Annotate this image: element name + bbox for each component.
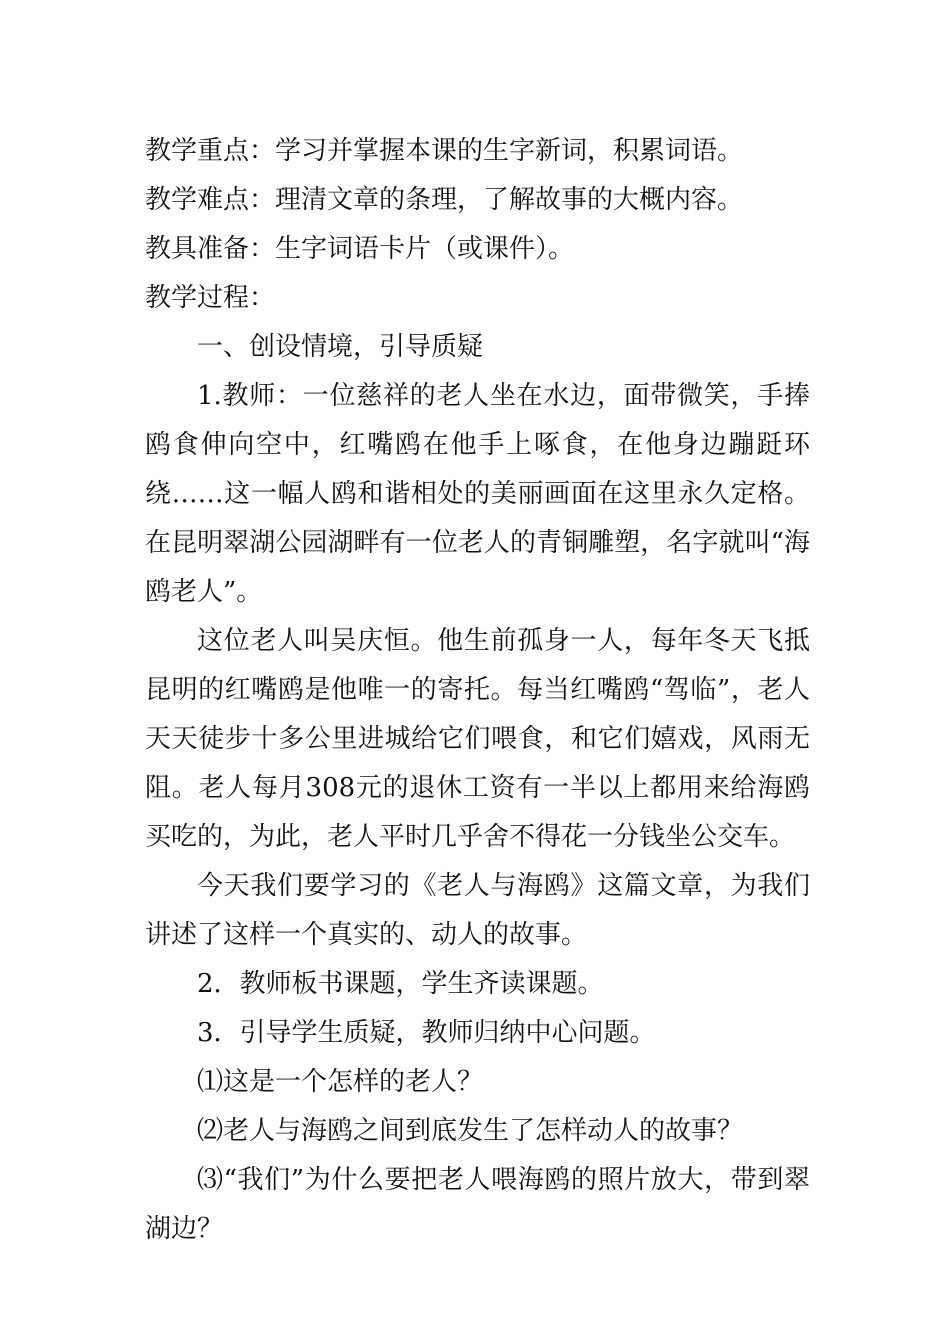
document-body xyxy=(145,127,810,1254)
teaching-difficulty: 教学难点：理清文章的条理，了解故事的大概内容。 xyxy=(145,185,744,215)
step-2: 2．教师板书课题，学生齐读课题。 xyxy=(197,969,604,999)
step-3: 3．引导学生质疑，教师归纳中心问题。 xyxy=(197,1018,656,1048)
question-2: ⑵老人与海鸥之间到底发生了怎样动人的故事？ xyxy=(197,1116,744,1146)
paragraph-old-man-story: 这位老人叫吴庆恒。他生前孤身一人，每年冬天飞抵昆明的红嘴鸥是他唯一的寄托。每当红嘴鸥“驾临”，老人天天徒步十多公里进城给它们喂食，和它们嬉戏，风雨无阻。老人每月308元的退休工资有一半以上都用来给海鸥买吃的，为此，老人平时几乎舍不得花一分钱坐公交车。 xyxy=(145,626,810,852)
teaching-focus: 教学重点：学习并掌握本课的生字新词，积累词语。 xyxy=(145,136,744,166)
teaching-aids: 教具准备：生字词语卡片（或课件）。 xyxy=(145,234,575,264)
question-3: ⑶“我们”为什么要把老人喂海鸥的照片放大，带到翠湖边？ xyxy=(145,1165,810,1244)
paragraph-teacher-intro: 1.教师：一位慈祥的老人坐在水边，面带微笑，手捧鸥食伸向空中，红嘴鸥在他手上啄食，在他身边蹦跹环绕……这一幅人鸥和谐相处的美丽画面在这里永久定格。在昆明翠湖公园湖畔有一位老人的青铜雕塑，名字就叫“海鸥老人”。 xyxy=(145,381,810,607)
paragraph-lesson-intro: 今天我们要学习的《老人与海鸥》这篇文章，为我们讲述了这样一个真实的、动人的故事。 xyxy=(145,871,810,950)
section-heading: 一、创设情境，引导质疑 xyxy=(197,332,484,362)
teaching-process-heading: 教学过程： xyxy=(145,283,276,313)
question-1: ⑴这是一个怎样的老人？ xyxy=(197,1067,484,1097)
